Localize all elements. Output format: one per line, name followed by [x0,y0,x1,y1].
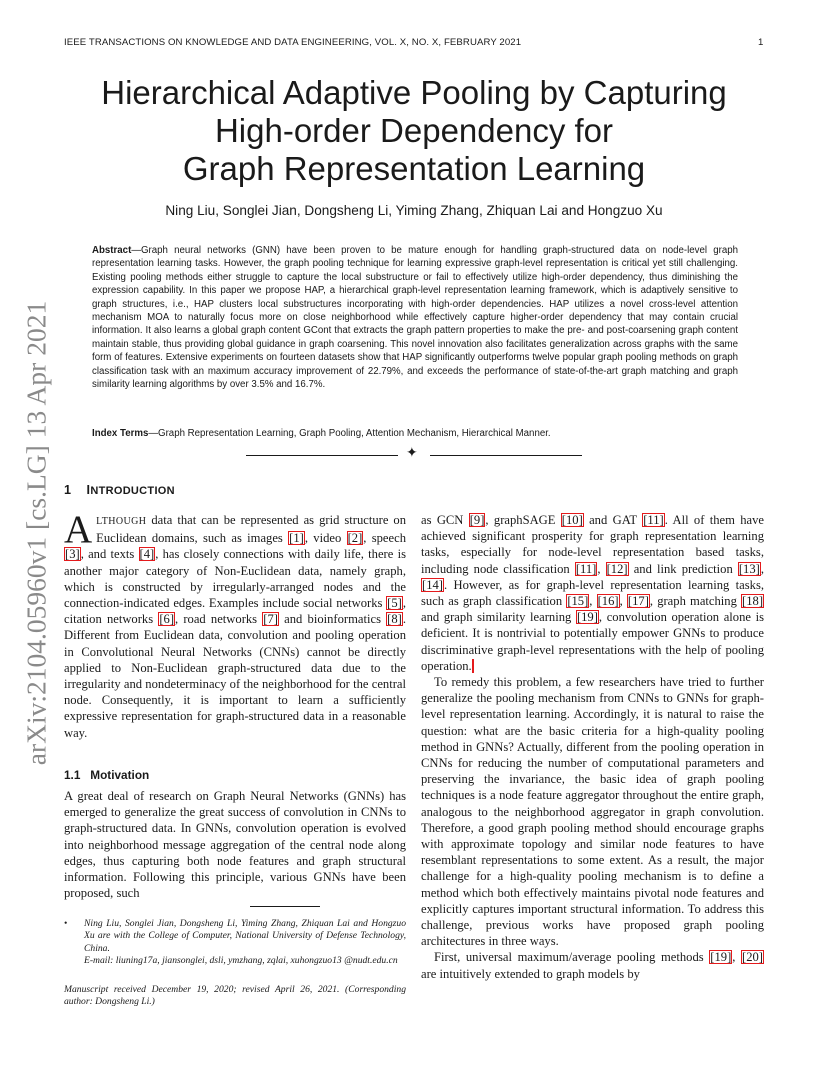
citation-link[interactable]: [11] [575,561,597,576]
paper-title [64,74,764,188]
abstract-text: —Graph neural networks (GNN) have been proven to be mature enough for handling graph-structured data on node-level graph representation learning tasks. However, the graph pooling technique for learning expressive graph-level representation is critical yet still challenging. Existing pooling methods either struggle to capture the local substructure or fail to effectively utilize high-order dependency, thus diminishing the expression capability. In this paper we propose HAP, a hierarchical graph-level representation learning framework, which is adaptively sensitive to graph structures, i.e., HAP clusters local substructures incorporating with high-order dependencies. HAP utilizes a novel cross-level attention mechanism MOA to naturally focus more on close neighborhood while effectively capture higher-order dependency that may contain crucial information. It also learns a global graph content GCont that extracts the graph pattern properties to make the pre- and post-coarsening graph content maintain stable, thus providing global guidance in graph coarsening. This novel innovation also facilitates generalization across graphs with the same form of features. Extensive experiments on fourteen datasets show that HAP significantly outperforms twelve popular graph pooling methods on graph classification task with an maximum accuracy improvement of 22.79%, and exceeds the performance of state-of-the-art graph matching and graph similarity learning algorithms by over 3.5% and 16.7%. [92,245,738,391]
text-run: , [589,594,597,609]
citation-link[interactable]: [9] [469,513,485,527]
citation-link[interactable]: [19] [710,950,732,965]
citation-link[interactable]: [5] [387,596,402,611]
citation-link[interactable]: [18] [742,594,764,609]
citation-link[interactable]: [14] [422,577,443,592]
footnote-rule [250,906,320,907]
citation-link[interactable]: [7] [263,612,278,627]
text-run: as GCN [421,513,469,527]
text-run: , video [304,531,347,546]
abstract-label: Abstract [92,245,132,256]
citation-link[interactable]: [3] [65,547,80,562]
bullet-icon: • [64,918,68,929]
text-run: , [732,950,742,965]
citation-link[interactable]: [8] [387,612,402,627]
citation-link[interactable]: [13] [738,561,760,576]
text-run: and bioinformatics [278,612,387,627]
index-terms-label: Index Terms [92,428,149,439]
paragraph [421,949,764,981]
citation-link[interactable]: [15] [567,594,589,609]
separator-rule-left [246,455,398,456]
text-run: and GAT [583,513,643,527]
text-run: . However, as for graph-level representation learning tasks, such as graph classification [421,577,764,609]
arxiv-stamp-text: arXiv:2104.05960v1 [cs.LG] 13 Apr 2021 [20,300,52,766]
text-run: , and texts [80,547,139,562]
section-title-initial: I [86,483,91,497]
paragraph: A great deal of research on Graph Neural Networks (GNNs) has emerged to generalize the great success of convolution in CNNs to graph-structured data. In GNNs, convolution operation is evolved into neighborhood message aggregation of the central node along edges, thus capturing both node features and graph structural information. Following this principle, various GNNs have been proposed, such [64,789,406,901]
title-line: High-order Dependency for [214,112,614,149]
abstract [92,244,738,391]
manuscript-note: Manuscript received December 19, 2020; revised April 26, 2021. (Corresponding author: Dongsheng Li.) [64,984,406,1008]
text-run: , citation networks [64,596,406,627]
citation-link[interactable]: [6] [159,612,175,627]
text-run: . All of them have achieved significant prosperity for graph representation learning tasks, especially for node-level representation based tasks, including node classification [421,513,764,576]
citation-link[interactable]: [11] [643,513,664,527]
paragraph [64,508,407,741]
text-run: , graph matching [649,594,742,609]
paragraph: To remedy this problem, a few researchers have tried to further generalize the pooling mechanism from CNNs to GNNs for graph-level representation learning. Accordingly, it is natural to raise the question: what are the basic criteria for a high-quality pooling method in GNNs? Actually, different from the pooling operation in CNNs for reducing the number of computational parameters and preserving the invariance, the basic idea of graph pooling techniques is a node feature aggregator throughout the entire graph, analogous to the neighborhood aggregator in graph convolution. Therefore, a good graph pooling method should encourage graphs with approximate topology and similar node features to have resemblant representations to some extent. As a result, the major challenge for a high-quality pooling mechanism is to define a method which both effectively maintains pivotal node features and explicitly captures important structural information. To address this challenge, previous works have proposed graph pooling architectures in three ways. [421,675,764,949]
paragraph [421,512,764,674]
text-run: and graph similarity learning [421,610,576,625]
footnote [64,918,406,968]
text-run: , [619,594,627,609]
citation-link[interactable]: [1] [289,531,304,546]
lead-smallcaps: LTHOUGH [96,516,147,527]
section-number: 1 [64,483,72,497]
section-title-rest: NTRODUCTION [90,485,175,497]
arxiv-stamp[interactable] [20,300,52,766]
text-run: , road networks [175,612,263,627]
text-run: and link prediction [628,561,738,576]
author-list: Ning Liu, Songlei Jian, Dongsheng Li, Yiming Zhang, Zhiquan Lai and Hongzuo Xu [165,203,663,218]
separator-rule-right [430,455,582,456]
citation-link[interactable]: [19] [576,610,598,625]
text-run: , [760,561,764,576]
section-heading-introduction [64,483,175,497]
subsection-heading-motivation [64,768,149,782]
left-column-intro [64,508,407,741]
text-run: , graphSAGE [485,513,561,527]
subsection-number: 1.1 [64,768,81,782]
right-column [421,512,764,982]
left-column-motivation [64,788,406,901]
running-header: IEEE TRANSACTIONS ON KNOWLEDGE AND DATA ENGINEERING, VOL. X, NO. X, FEBRUARY 2021 [64,37,522,48]
title-line: Hierarchical Adaptive Pooling by Capturing [101,74,727,111]
title-line: Graph Representation Learning [182,150,646,187]
dropcap-letter: A [64,508,93,551]
citation-link[interactable]: [16] [597,594,619,609]
footnote-affiliation: Ning Liu, Songlei Jian, Dongsheng Li, Yiming Zhang, Zhiquan Lai and Hongzuo Xu are with the College of Computer, National University of Defense Technology, China. [84,918,406,954]
text-run: . Different from Euclidean data, convolution and pooling operation in Convolutional Neural Networks (CNNs) cannot be directly applied to Non-Euclidean graph-structured data due to the irregularity and nondeterminacy of the neighborhood for the central node. Consequently, it is important to learn a sufficiently expressive representation for graph-structured data in a reasonable way. [64,612,407,740]
citation-link[interactable] [472,659,474,673]
text-run: , speech [363,531,406,546]
text-run: , has closely connections with daily life, there is another major category of Non-Euclidean data, namely graph, which is constructed by irregularly-arranged nodes and the connection-indicated edges. Examples include social networks [64,547,406,611]
citation-link[interactable]: [4] [139,547,155,562]
footnote-email: E-mail: liuning17a, jiansonglei, dsli, ymzhang, zqlai, xuhongzuo13 @nudt.edu.cn [84,955,398,967]
citation-link[interactable]: [20] [742,950,763,965]
separator-diamond-icon: ✦ [406,446,418,461]
subsection-title: Motivation [90,768,150,782]
text-run: , [597,561,606,576]
citation-link[interactable]: [17] [627,594,649,609]
citation-link[interactable]: [10] [561,513,583,527]
index-terms [92,428,738,439]
page-number: 1 [758,37,764,48]
text-run: are intuitively extended to graph models by [421,966,640,981]
text-run: , convolution operation alone is deficient. It is nontrivial to potentially empower GNNs to produce discriminative graph-level representations with the help of pooling operation. [421,610,764,673]
citation-link[interactable]: [12] [606,561,628,576]
citation-link[interactable]: [2] [347,531,363,546]
text-run: First, universal maximum/average pooling methods [434,950,710,965]
index-terms-text: —Graph Representation Learning, Graph Pooling, Attention Mechanism, Hierarchical Manner. [148,428,551,439]
text-run: data that can be represented as grid structure on Euclidean domains, such as images [96,513,406,546]
